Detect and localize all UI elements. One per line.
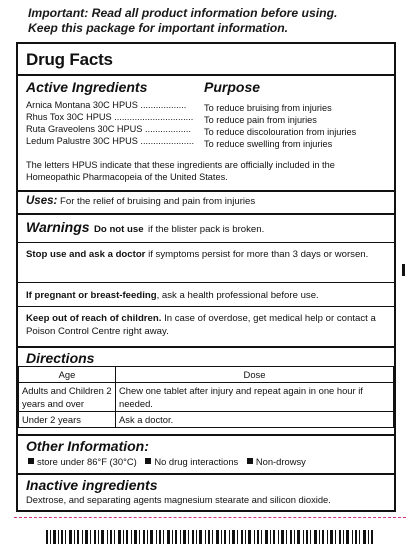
warnings-heading: Warnings: [26, 219, 90, 235]
warnings-header-line: [18, 219, 394, 237]
hpus-note: The letters HPUS indicate that these ingredients are officially included in the Homeopathic Pharmacopeia of the United States.: [26, 160, 335, 182]
directions-heading: Directions: [26, 350, 95, 366]
dose-cell: Chew one tablet after injury and repeat again in one hour if needed.: [116, 383, 394, 412]
pregnancy-warning: [18, 289, 394, 302]
inactive-ingredients-heading: Inactive ingredients: [26, 477, 158, 493]
stop-use-warning: [18, 248, 390, 261]
dose-cell: Ask a doctor.: [116, 412, 394, 428]
drug-facts-title: Drug Facts: [26, 50, 113, 69]
purpose-heading: Purpose: [204, 79, 261, 95]
table-row: [19, 412, 394, 428]
ingredient-purpose: To reduce swelling from injuries: [204, 139, 333, 149]
active-ingredients-header: [18, 79, 394, 95]
bullet-square-icon: [247, 458, 253, 464]
divider: [18, 242, 394, 243]
bullet-square-icon: [145, 458, 151, 464]
important-line-2: Keep this package for important information.: [28, 21, 289, 35]
ingredient-purpose: To reduce bruising from injuries: [204, 103, 332, 113]
divider: [18, 213, 394, 215]
uses-text: For the relief of bruising and pain from injuries: [60, 196, 256, 207]
divider: [18, 190, 394, 192]
pregnancy-text: , ask a health professional before use.: [156, 290, 319, 301]
children-text: In case of overdose, get medical help or contact a Poison Control Centre right away.: [26, 313, 376, 337]
important-line-1: Important: Read all product information before using.: [28, 6, 338, 20]
do-not-use-text: if the blister pack is broken.: [148, 224, 265, 235]
bullet-square-icon: [28, 458, 34, 464]
dose-column-header: Dose: [116, 367, 394, 383]
uses-heading: Uses:: [26, 195, 58, 207]
pregnancy-label: If pregnant or breast-feeding: [26, 290, 157, 301]
ingredient-name: Rhus Tox 30C HPUS ...............................: [26, 112, 194, 122]
edge-mark: [402, 264, 405, 276]
barcode-graphic: [46, 530, 376, 544]
important-notice: [28, 6, 408, 36]
age-cell: Adults and Children 2 years and over: [19, 383, 116, 412]
divider: [18, 282, 394, 283]
ingredient-purpose: To reduce discolouration from injuries: [204, 127, 357, 137]
divider: [18, 434, 394, 436]
do-not-use-label: Do not use: [93, 224, 144, 235]
other-info-item: No drug interactions: [154, 456, 239, 467]
ingredient-name: Arnica Montana 30C HPUS ..................: [26, 100, 187, 110]
other-info-item: store under 86°F (30°C): [37, 456, 137, 467]
directions-table: [18, 366, 394, 428]
ingredient-purpose: To reduce pain from injuries: [204, 115, 317, 125]
table-row: [19, 383, 394, 412]
children-warning: [18, 312, 390, 338]
divider: [18, 306, 394, 307]
uses-section: [18, 195, 394, 207]
other-info-heading: Other Information:: [26, 438, 149, 454]
divider: [18, 473, 394, 475]
active-ingredient-row: [26, 136, 332, 150]
divider: [18, 346, 394, 348]
table-header-row: [19, 367, 394, 383]
perforation-line: [14, 517, 406, 518]
drug-facts-panel: [16, 42, 396, 512]
inactive-ingredients-text: Dextrose, and separating agents magnesium stearate and silicon dioxide.: [26, 494, 331, 505]
active-ingredients-heading: Active Ingredients: [26, 79, 148, 95]
children-label: Keep out of reach of children.: [26, 313, 162, 324]
age-cell: Under 2 years: [19, 412, 116, 428]
ingredient-name: Ledum Palustre 30C HPUS .....................: [26, 136, 194, 146]
ingredient-name: Ruta Graveolens 30C HPUS ..................: [26, 124, 191, 134]
other-info-list: [18, 456, 394, 467]
stop-use-label: Stop use and ask a doctor: [26, 249, 146, 260]
divider: [18, 74, 394, 76]
age-column-header: Age: [19, 367, 116, 383]
stop-use-text: if symptoms persist for more than 3 days or worsen.: [148, 249, 369, 260]
other-info-item: Non-drowsy: [255, 456, 306, 467]
